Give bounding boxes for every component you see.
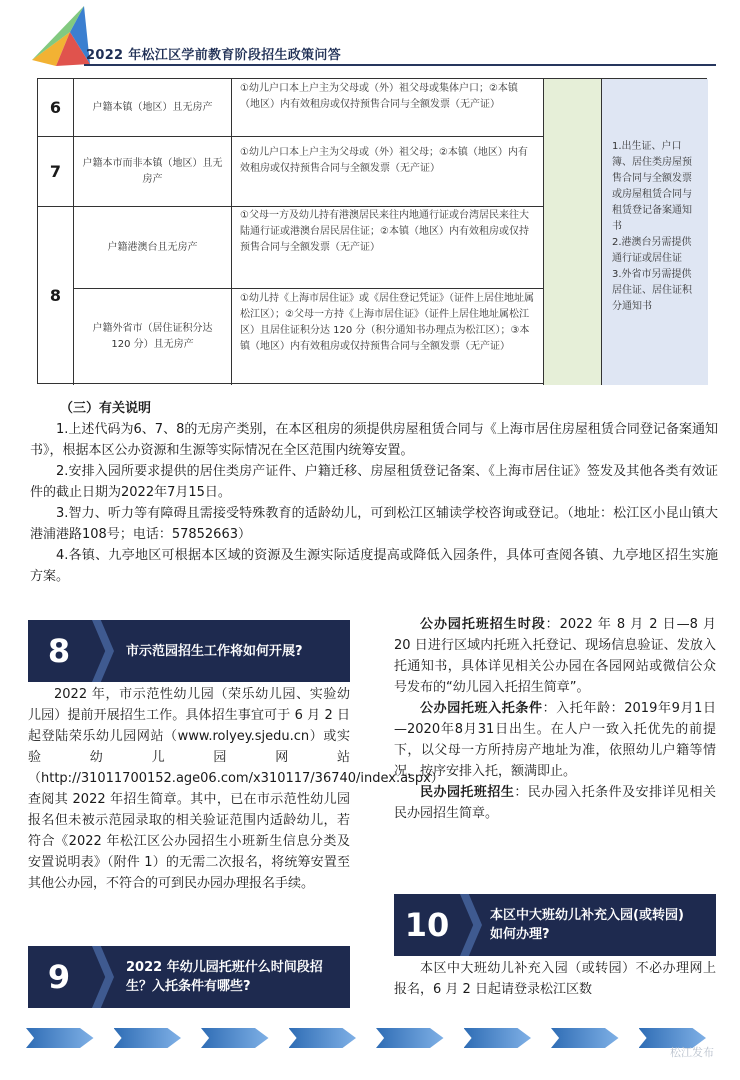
table-code-cell: 7: [38, 137, 74, 207]
section-title: [490, 894, 714, 956]
chevron-right-icon: [92, 620, 114, 682]
paragraph-label: 公办园托班招生时段: [420, 617, 546, 632]
table-green-column: [544, 79, 602, 385]
arrow-right-icon: [464, 1028, 532, 1048]
table-condition-cell: ①幼儿持《上海市居住证》或《居住登记凭证》（证件上居住地址属松江区）；②父母一方持《上海市居住证》（证件上居住地址属松江区）且居住证积分达 120 分（积分通知书办理点为松江区）；③本镇（地区）内有效租房或仅持预售合同与全额发票（无产证）: [232, 289, 544, 385]
section-10-banner: [394, 894, 716, 956]
table-condition-cell: ①父母一方及幼儿持有港澳居民来往内地通行证或台湾居民来往大陆通行证或港澳台居民居住证；②本镇（地区）内有效租房或仅持预售合同与全额发票（无产证）: [232, 207, 544, 289]
table-condition-cell: ①幼儿户口本上户主为父母或（外）祖父母；②本镇（地区）内有效租房或仅持预售合同与全额发票（无产证）: [232, 137, 544, 207]
arrow-right-icon: [376, 1028, 444, 1048]
right-column: [394, 614, 716, 824]
section-title-line: 本区中大班幼儿补充入园(或转园): [490, 908, 684, 923]
section-title-line: 生？入托条件有哪些?: [126, 979, 251, 994]
section-title-line: 2022 年幼儿园托班什么时间段招: [126, 960, 323, 975]
paragraph-text: ：入托年龄：2019年9月1日—2020年8月31日出生。在人户一致入托优先的前提下，以父母一方所持房产地址为准，依照幼儿户籍等情况，按序安排入托，额满即止。: [394, 701, 716, 779]
arrow-right-icon: [201, 1028, 269, 1048]
chevron-right-icon: [460, 894, 482, 956]
table-category-cell: 户籍本镇（地区）且无房产: [74, 79, 232, 137]
section-number: 8: [47, 632, 71, 670]
paragraph-text: ：2022 年 8 月 2 日—8 月 20 日进行区域内托班入托登记、现场信息验证、发放入托通知书，具体详见相关公办园在各园网站或微信公众号发布的“幼儿园入托招生简章”。: [394, 617, 716, 695]
table-category-cell: 户籍本市而非本镇（地区）且无房产: [74, 137, 232, 207]
table-condition-cell: ①幼儿户口本上户主为父母或（外）祖父母或集体户口；②本镇（地区）内有效租房或仅持预售合同与全额发票（无产证）: [232, 79, 544, 137]
right-paragraph: [394, 698, 716, 782]
arrow-right-icon: [114, 1028, 182, 1048]
notes-item: 2.安排入园所要求提供的居住类房产证件、户籍迁移、房屋租赁登记备案、《上海市居住证》签发及其他各类有效证件的截止日期为2022年7月15日。: [30, 464, 718, 500]
section-paragraph: 本区中大班幼儿补充入园（或转园）不必办理网上报名，6 月 2 日起请登录松江区数: [394, 961, 716, 997]
arrow-right-icon: [551, 1028, 619, 1048]
paragraph-label: 公办园托班入托条件: [420, 701, 543, 716]
footer-arrows: [26, 1028, 706, 1048]
chevron-right-icon: [92, 946, 114, 1008]
watermark: 松江发布: [670, 1046, 714, 1059]
section-8-body: [28, 684, 444, 894]
paragraph-text: ：民办园入托条件及安排详见相关民办园招生简章。: [394, 785, 716, 821]
section-10-body: [394, 958, 716, 1000]
table-code-cell: 6: [38, 79, 74, 137]
section-title: 市示范园招生工作将如何开展?: [126, 643, 303, 659]
arrow-right-icon: [26, 1028, 94, 1048]
notes-title: （三）有关说明: [60, 401, 152, 416]
section-8-banner: [28, 620, 350, 682]
notes-item: 3.智力、听力等有障碍且需接受特殊教育的适龄幼儿，可到松江区辅读学校咨询或登记。（地址：松江区小昆山镇大港浦港路108号；电话：57852663）: [30, 506, 718, 542]
right-paragraph: [394, 614, 716, 698]
right-paragraph: [394, 782, 716, 824]
page-header: [0, 0, 740, 72]
paragraph-label: 民办园托班招生: [420, 785, 515, 800]
documents-item: 2.港澳台另需提供通行证或居住证: [612, 237, 692, 264]
section-number: 10: [404, 906, 450, 944]
documents-item: 3.外省市另需提供居住证、居住证积分通知书: [612, 269, 692, 312]
policy-table: [37, 78, 707, 384]
notes-section: [30, 398, 718, 587]
table-documents-cell: [602, 79, 708, 385]
section-paragraph: 2022 年，市示范性幼儿园（荣乐幼儿园、实验幼儿园）提前开展招生工作。具体招生事宜可于 6 月 2 日起登陆荣乐幼儿园网站（www.rolyey.sjedu.cn）或实验幼儿园网站（http://31011700152.age06.com/x310117/36740/index.aspx）查阅其 2022 年招生简章。其中，已在市示范性幼儿园报名但未被示范园录取的相关验证范围内适龄幼儿，若符合《2022 年松江区公办园招生小班新生信息分类及安置说明表》（附件 1）的无需二次报名，将统筹安置至其他公办园，不符合的可到民办园办理报名手续。: [28, 687, 444, 891]
table-code-cell: 8: [38, 207, 74, 385]
section-title-line: 如何办理?: [490, 927, 550, 942]
notes-item: 4.各镇、九亭地区可根据本区域的资源及生源实际适度提高或降低入园条件，具体可查阅各镇、九亭地区招生实施方案。: [30, 548, 718, 584]
page-title: 2022 年松江区学前教育阶段招生政策问答: [86, 48, 342, 63]
section-number: 9: [47, 958, 71, 996]
arrow-right-icon: [289, 1028, 357, 1048]
notes-item: 1.上述代码为6、7、8的无房产类别，在本区租房的须提供房屋租赁合同与《上海市居住房屋租赁合同登记备案通知书》，根据本区公办资源和生源等实际情况在全区范围内统筹安置。: [30, 422, 718, 458]
documents-item: 1.出生证、户口簿、居住类房屋预售合同与全额发票或房屋租赁合同与租赁登记备案通知书: [612, 141, 692, 232]
section-title: [126, 946, 350, 1008]
header-divider: [84, 64, 716, 66]
table-category-cell: 户籍港澳台且无房产: [74, 207, 232, 289]
table-category-cell: 户籍外省市（居住证积分达 120 分）且无房产: [74, 289, 232, 385]
section-9-banner: [28, 946, 350, 1008]
